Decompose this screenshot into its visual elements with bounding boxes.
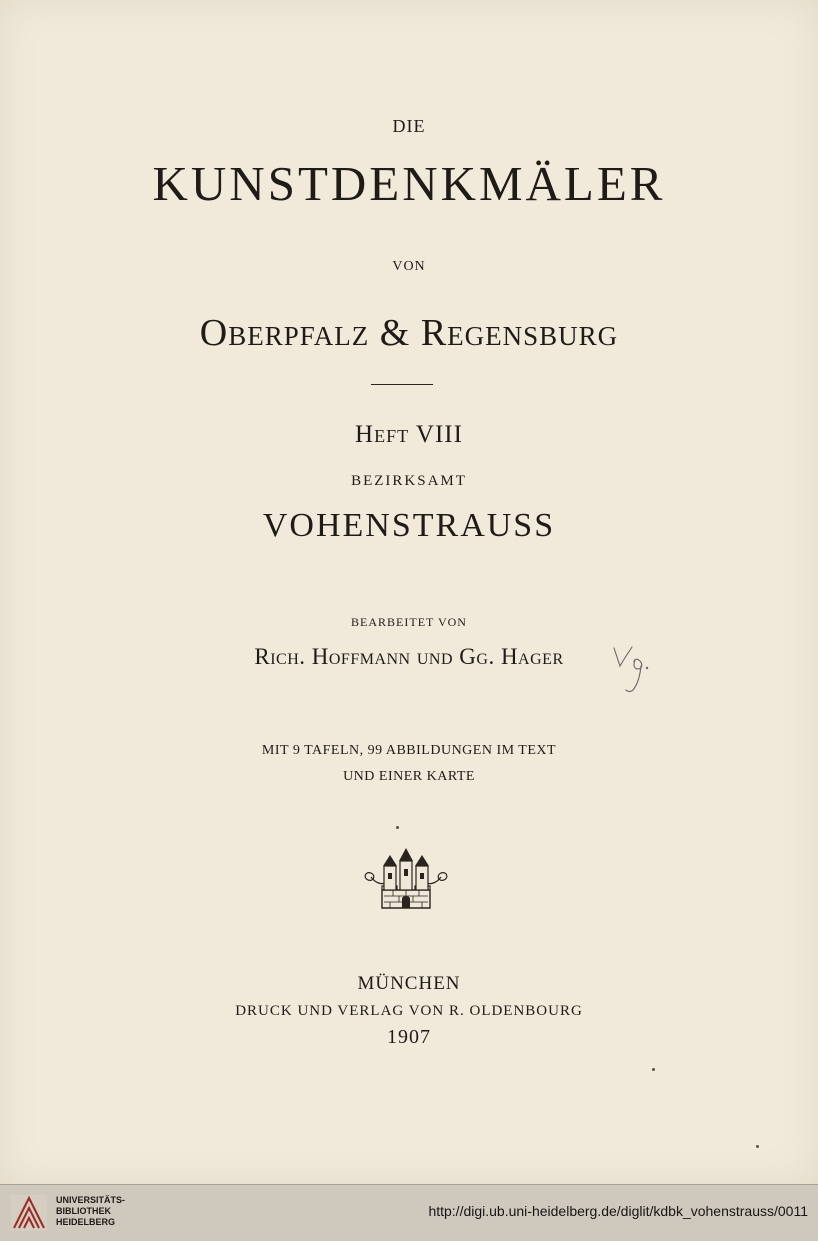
title-divider <box>371 384 433 385</box>
library-name <box>56 1195 125 1228</box>
handwritten-initials <box>604 642 658 694</box>
contents-details <box>0 738 818 790</box>
publication-city: MÜNCHEN <box>357 973 461 994</box>
district-title: VOHENSTRAUSS <box>262 507 556 544</box>
die-label: DIE <box>392 116 426 136</box>
paper-speck <box>756 1145 759 1148</box>
library-name-line-3: HEIDELBERG <box>56 1217 116 1227</box>
paper-speck <box>652 1068 655 1071</box>
details-line-2: UND EINER KARTE <box>343 769 475 784</box>
author-connector: und <box>416 644 454 669</box>
author-1: Rich. Hoffmann <box>254 644 411 669</box>
publisher-line: DRUCK UND VERLAG VON R. OLDENBOURG <box>235 1003 583 1019</box>
publication-year: 1907 <box>387 1026 431 1048</box>
author-2: Gg. Hager <box>459 644 564 669</box>
castle-emblem-icon <box>364 846 448 912</box>
source-url: http://digi.ub.uni-heidelberg.de/diglit/kdbk_vohenstrauss/0011 <box>428 1203 808 1219</box>
heft-title: Heft VIII <box>355 421 463 448</box>
university-library-logo <box>10 1194 48 1232</box>
paper-speck <box>396 826 399 829</box>
authors-line <box>0 644 818 670</box>
bezirk-label: BEZIRKSAMT <box>351 473 467 489</box>
edited-by-label: BEARBEITET VON <box>351 615 467 629</box>
library-name-line-1: UNIVERSITÄTS- <box>56 1195 126 1205</box>
details-line-1: MIT 9 TAFELN, 99 ABBILDUNGEN IM TEXT <box>261 743 557 758</box>
region-title: Oberpfalz & Regensburg <box>199 312 619 354</box>
main-title: KUNSTDENKMÄLER <box>152 156 666 211</box>
digital-library-footer <box>0 1184 818 1241</box>
library-name-line-2: BIBLIOTHEK <box>56 1206 111 1216</box>
von-label: VON <box>392 259 426 274</box>
